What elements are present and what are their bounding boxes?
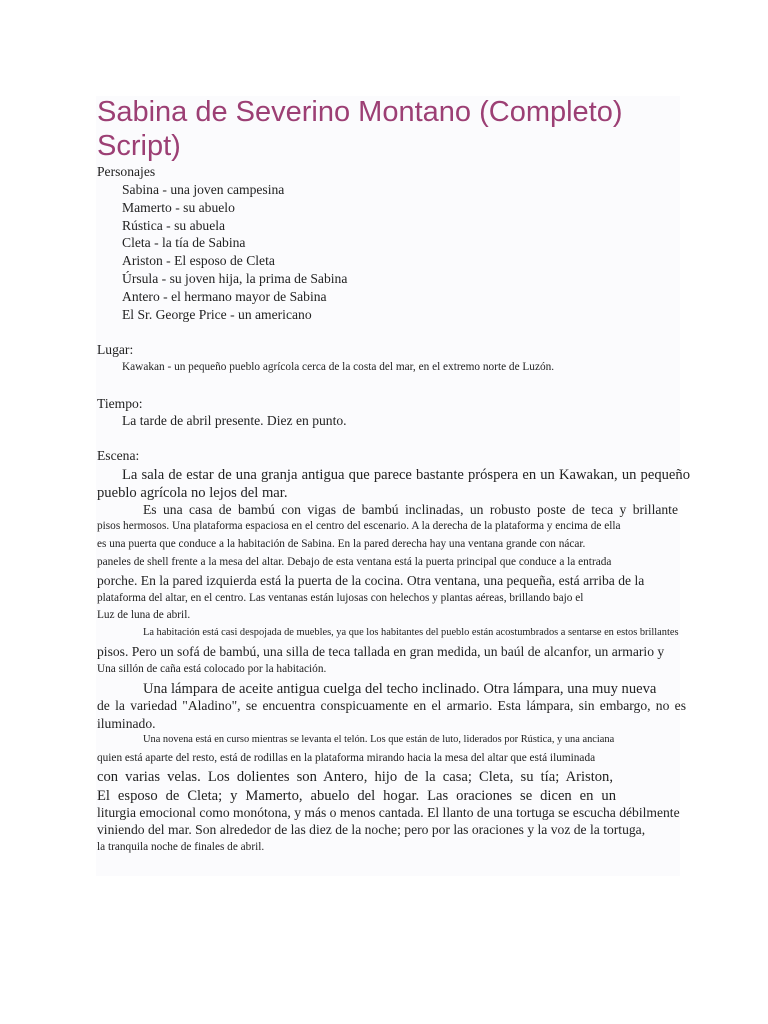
lugar-heading: Lugar:	[97, 342, 134, 357]
escena-line: pueblo agrícola no lejos del mar.	[97, 485, 288, 501]
escena-line: Luz de luna de abril.	[97, 609, 191, 621]
escena-line: liturgia emocional como monótona, y más o menos cantada. El llanto de una tortuga se escucha débilmente	[97, 805, 680, 820]
escena-line: de la variedad "Aladino", se encuentra conspicuamente en el armario. Esta lámpara, sin embargo, no es	[97, 698, 686, 713]
escena-line: Es una casa de bambú con vigas de bambú inclinadas, un robusto poste de teca y brillante	[143, 502, 678, 517]
escena-line: plataforma del altar, en el centro. Las ventanas están lujosas con helechos y plantas aéreas, brillando bajo el	[97, 592, 584, 604]
escena-line: La sala de estar de una granja antigua que parece bastante próspera en un Kawakan, un pequeño	[122, 467, 690, 483]
escena-heading: Escena:	[97, 448, 140, 463]
character-item: Sabina - una joven campesina	[122, 182, 285, 197]
character-item: Rústica - su abuela	[122, 218, 226, 233]
character-item: Úrsula - su joven hija, la prima de Sabina	[122, 271, 348, 286]
character-item: Mamerto - su abuelo	[122, 200, 235, 215]
escena-line: El esposo de Cleta; y Mamerto, abuelo del hogar. Las oraciones se dicen en un	[97, 788, 616, 804]
escena-line: Una novena está en curso mientras se levanta el telón. Los que están de luto, liderados por Rústica, y una anciana	[143, 734, 615, 745]
personajes-heading: Personajes	[97, 164, 156, 179]
escena-line: con varias velas. Los dolientes son Antero, hijo de la casa; Cleta, su tía; Ariston,	[97, 769, 613, 785]
tiempo-text: La tarde de abril presente. Diez en punto.	[122, 413, 347, 428]
escena-line: Una lámpara de aceite antigua cuelga del techo inclinado. Otra lámpara, una muy nueva	[143, 681, 657, 697]
character-item: Ariston - El esposo de Cleta	[122, 253, 275, 268]
escena-line: La habitación está casi despojada de muebles, ya que los habitantes del pueblo están acostumbrados a sentarse en estos brillantes	[143, 627, 679, 638]
escena-line: la tranquila noche de finales de abril.	[97, 841, 265, 853]
document-title: Sabina de Severino Montano (Completo) Script)	[97, 96, 623, 162]
escena-line: iluminado.	[97, 716, 156, 731]
character-item: Antero - el hermano mayor de Sabina	[122, 289, 327, 304]
escena-line: porche. En la pared izquierda está la puerta de la cocina. Otra ventana, una pequeña, está arriba de la	[97, 573, 645, 588]
escena-line: viniendo del mar. Son alrededor de las diez de la noche; pero por las oraciones y la voz de la tortuga,	[97, 822, 646, 837]
escena-line: quien está aparte del resto, está de rodillas en la plataforma mirando hacia la mesa del altar que está iluminada	[97, 752, 596, 764]
tiempo-heading: Tiempo:	[97, 396, 143, 411]
lugar-text: Kawakan - un pequeño pueblo agrícola cerca de la costa del mar, en el extremo norte de Luzón.	[122, 361, 555, 373]
escena-line: pisos. Pero un sofá de bambú, una silla de teca tallada en gran medida, un baúl de alcanfor, un armario y	[97, 644, 665, 659]
escena-line: Una sillón de caña está colocado por la habitación.	[97, 663, 327, 675]
escena-line: paneles de shell frente a la mesa del altar. Debajo de esta ventana está la puerta principal que conduce a la entrada	[97, 556, 612, 568]
escena-line: pisos hermosos. Una plataforma espaciosa en el centro del escenario. A la derecha de la plataforma y encima de ella	[97, 520, 621, 532]
escena-line: es una puerta que conduce a la habitación de Sabina. En la pared derecha hay una ventana grande con nácar.	[97, 538, 586, 550]
character-item: Cleta - la tía de Sabina	[122, 235, 246, 250]
character-item: El Sr. George Price - un americano	[122, 307, 312, 322]
